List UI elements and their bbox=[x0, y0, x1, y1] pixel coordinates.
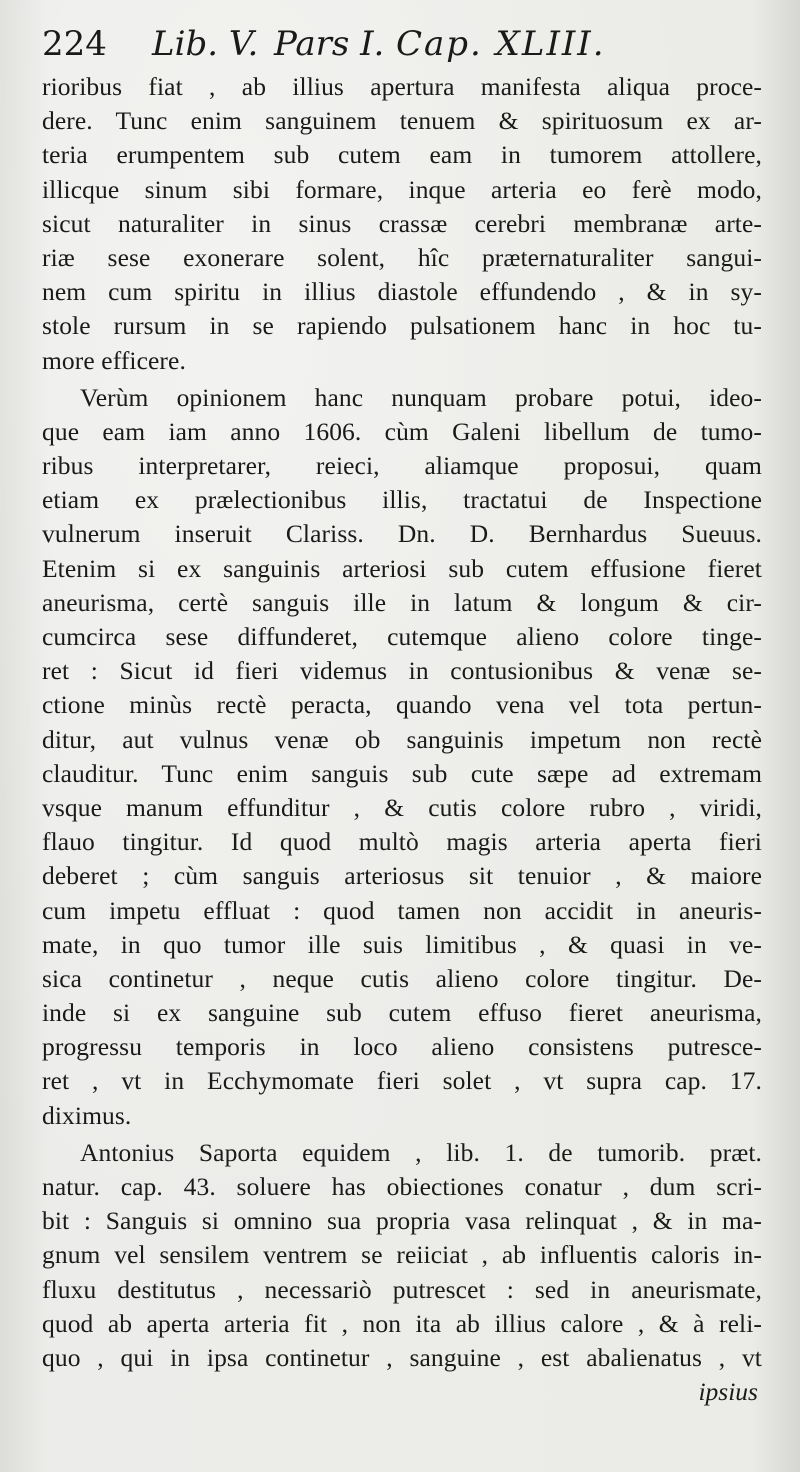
text-line: more efficere. bbox=[42, 345, 186, 375]
text-line: rioribus fiat , ab illius apertura manifesta aliqua proce- bbox=[42, 72, 762, 101]
text-line: nem cum spiritu in illius diastole effundendo , & in sy- bbox=[42, 277, 762, 307]
text-line: ditur, aut vulnus venæ ob sanguinis impetum non rectè bbox=[42, 724, 762, 754]
text-line: illicque sinum sibi formare, inque arteria eo ferè modo, bbox=[42, 174, 762, 204]
text-line: dere. Tunc enim sanguinem tenuem & spirituosum ex ar- bbox=[42, 106, 762, 136]
catchword: ipsius bbox=[698, 1377, 758, 1407]
text-line: aneurisma, certè sanguis ille in latum & longum & cir- bbox=[42, 587, 762, 617]
paragraph-start-line: Antonius Saporta equidem , lib. 1. de tumorib. præt. bbox=[80, 1137, 762, 1167]
text-line: gnum vel sensilem ventrem se reiiciat , ab influentis caloris in- bbox=[42, 1240, 762, 1270]
text-line: fluxu destitutus , necessariò putrescet : sed in aneurismate, bbox=[42, 1274, 762, 1304]
header-liber: Lib. V. bbox=[152, 24, 259, 64]
text-line: sicut naturaliter in sinus crassæ cerebri membranæ arte- bbox=[42, 208, 762, 238]
text-line: riæ sese exonerare solent, hîc præternaturaliter sangui- bbox=[42, 242, 762, 272]
text-line: stole rursum in se rapiendo pulsationem hanc in hoc tu- bbox=[42, 311, 762, 341]
text-line: vsque manum effunditur , & cutis colore rubro , viridi, bbox=[42, 792, 762, 822]
text-line: sica continetur , neque cutis alieno colore tingitur. De- bbox=[42, 963, 762, 993]
text-line: flauo tingitur. Id quod multò magis arteria aperta fieri bbox=[42, 827, 762, 857]
page-number: 224 bbox=[42, 24, 107, 64]
text-line: inde si ex sanguine sub cutem effuso fieret aneurisma, bbox=[42, 998, 762, 1028]
text-line: progressu temporis in loco alieno consistens putresce- bbox=[42, 1032, 762, 1062]
text-line: vulnerum inseruit Clariss. Dn. D. Bernhardus Sueuus. bbox=[42, 519, 762, 549]
text-line: ribus interpretarer, reieci, aliamque proposui, quam bbox=[42, 451, 762, 481]
text-line: teria erumpentem sub cutem eam in tumorem attollere, bbox=[42, 140, 762, 170]
text-line: ret : Sicut id fieri videmus in contusionibus & venæ se- bbox=[42, 656, 762, 686]
body-text bbox=[42, 70, 762, 1375]
header-pars: Pars I. bbox=[274, 24, 385, 64]
text-line: ctione minùs rectè peracta, quando vena vel tota pertun- bbox=[42, 690, 762, 720]
text-line: cumcirca sese diffunderet, cutemque alieno colore tinge- bbox=[42, 622, 762, 651]
text-line: bit : Sanguis si omnino sua propria vasa relinquat , & in ma- bbox=[42, 1206, 762, 1236]
text-line: Etenim si ex sanguinis arteriosi sub cutem effusione fieret bbox=[42, 553, 762, 583]
text-line: ret , vt in Ecchymomate fieri solet , vt supra cap. 17. bbox=[42, 1066, 762, 1096]
running-head bbox=[42, 20, 762, 68]
text-line: diximus. bbox=[42, 1100, 132, 1130]
text-line: mate, in quo tumor ille suis limitibus , & quasi in ve- bbox=[42, 929, 762, 959]
text-line: quo , qui in ipsa continetur , sanguine , est abalienatus , vt bbox=[42, 1342, 762, 1372]
text-line: quod ab aperta arteria fit , non ita ab illius calore , & à reli- bbox=[42, 1308, 762, 1338]
text-line: natur. cap. 43. soluere has obiectiones conatur , dum scri- bbox=[42, 1172, 762, 1201]
header-caput: Cap. XLIII. bbox=[396, 24, 606, 64]
text-line: cum impetu effluat : quod tamen non accidit in aneuris- bbox=[42, 895, 762, 925]
text-line: etiam ex prælectionibus illis, tractatui de Inspectione bbox=[42, 485, 762, 515]
text-line: deberet ; cùm sanguis arteriosus sit tenuior , & maiore bbox=[42, 861, 762, 891]
paragraph-start-line: Verùm opinionem hanc nunquam probare potui, ideo- bbox=[80, 382, 762, 412]
text-line: que eam iam anno 1606. cùm Galeni libellum de tumo- bbox=[42, 416, 762, 446]
text-line: clauditur. Tunc enim sanguis sub cute sæpe ad extremam bbox=[42, 758, 762, 788]
